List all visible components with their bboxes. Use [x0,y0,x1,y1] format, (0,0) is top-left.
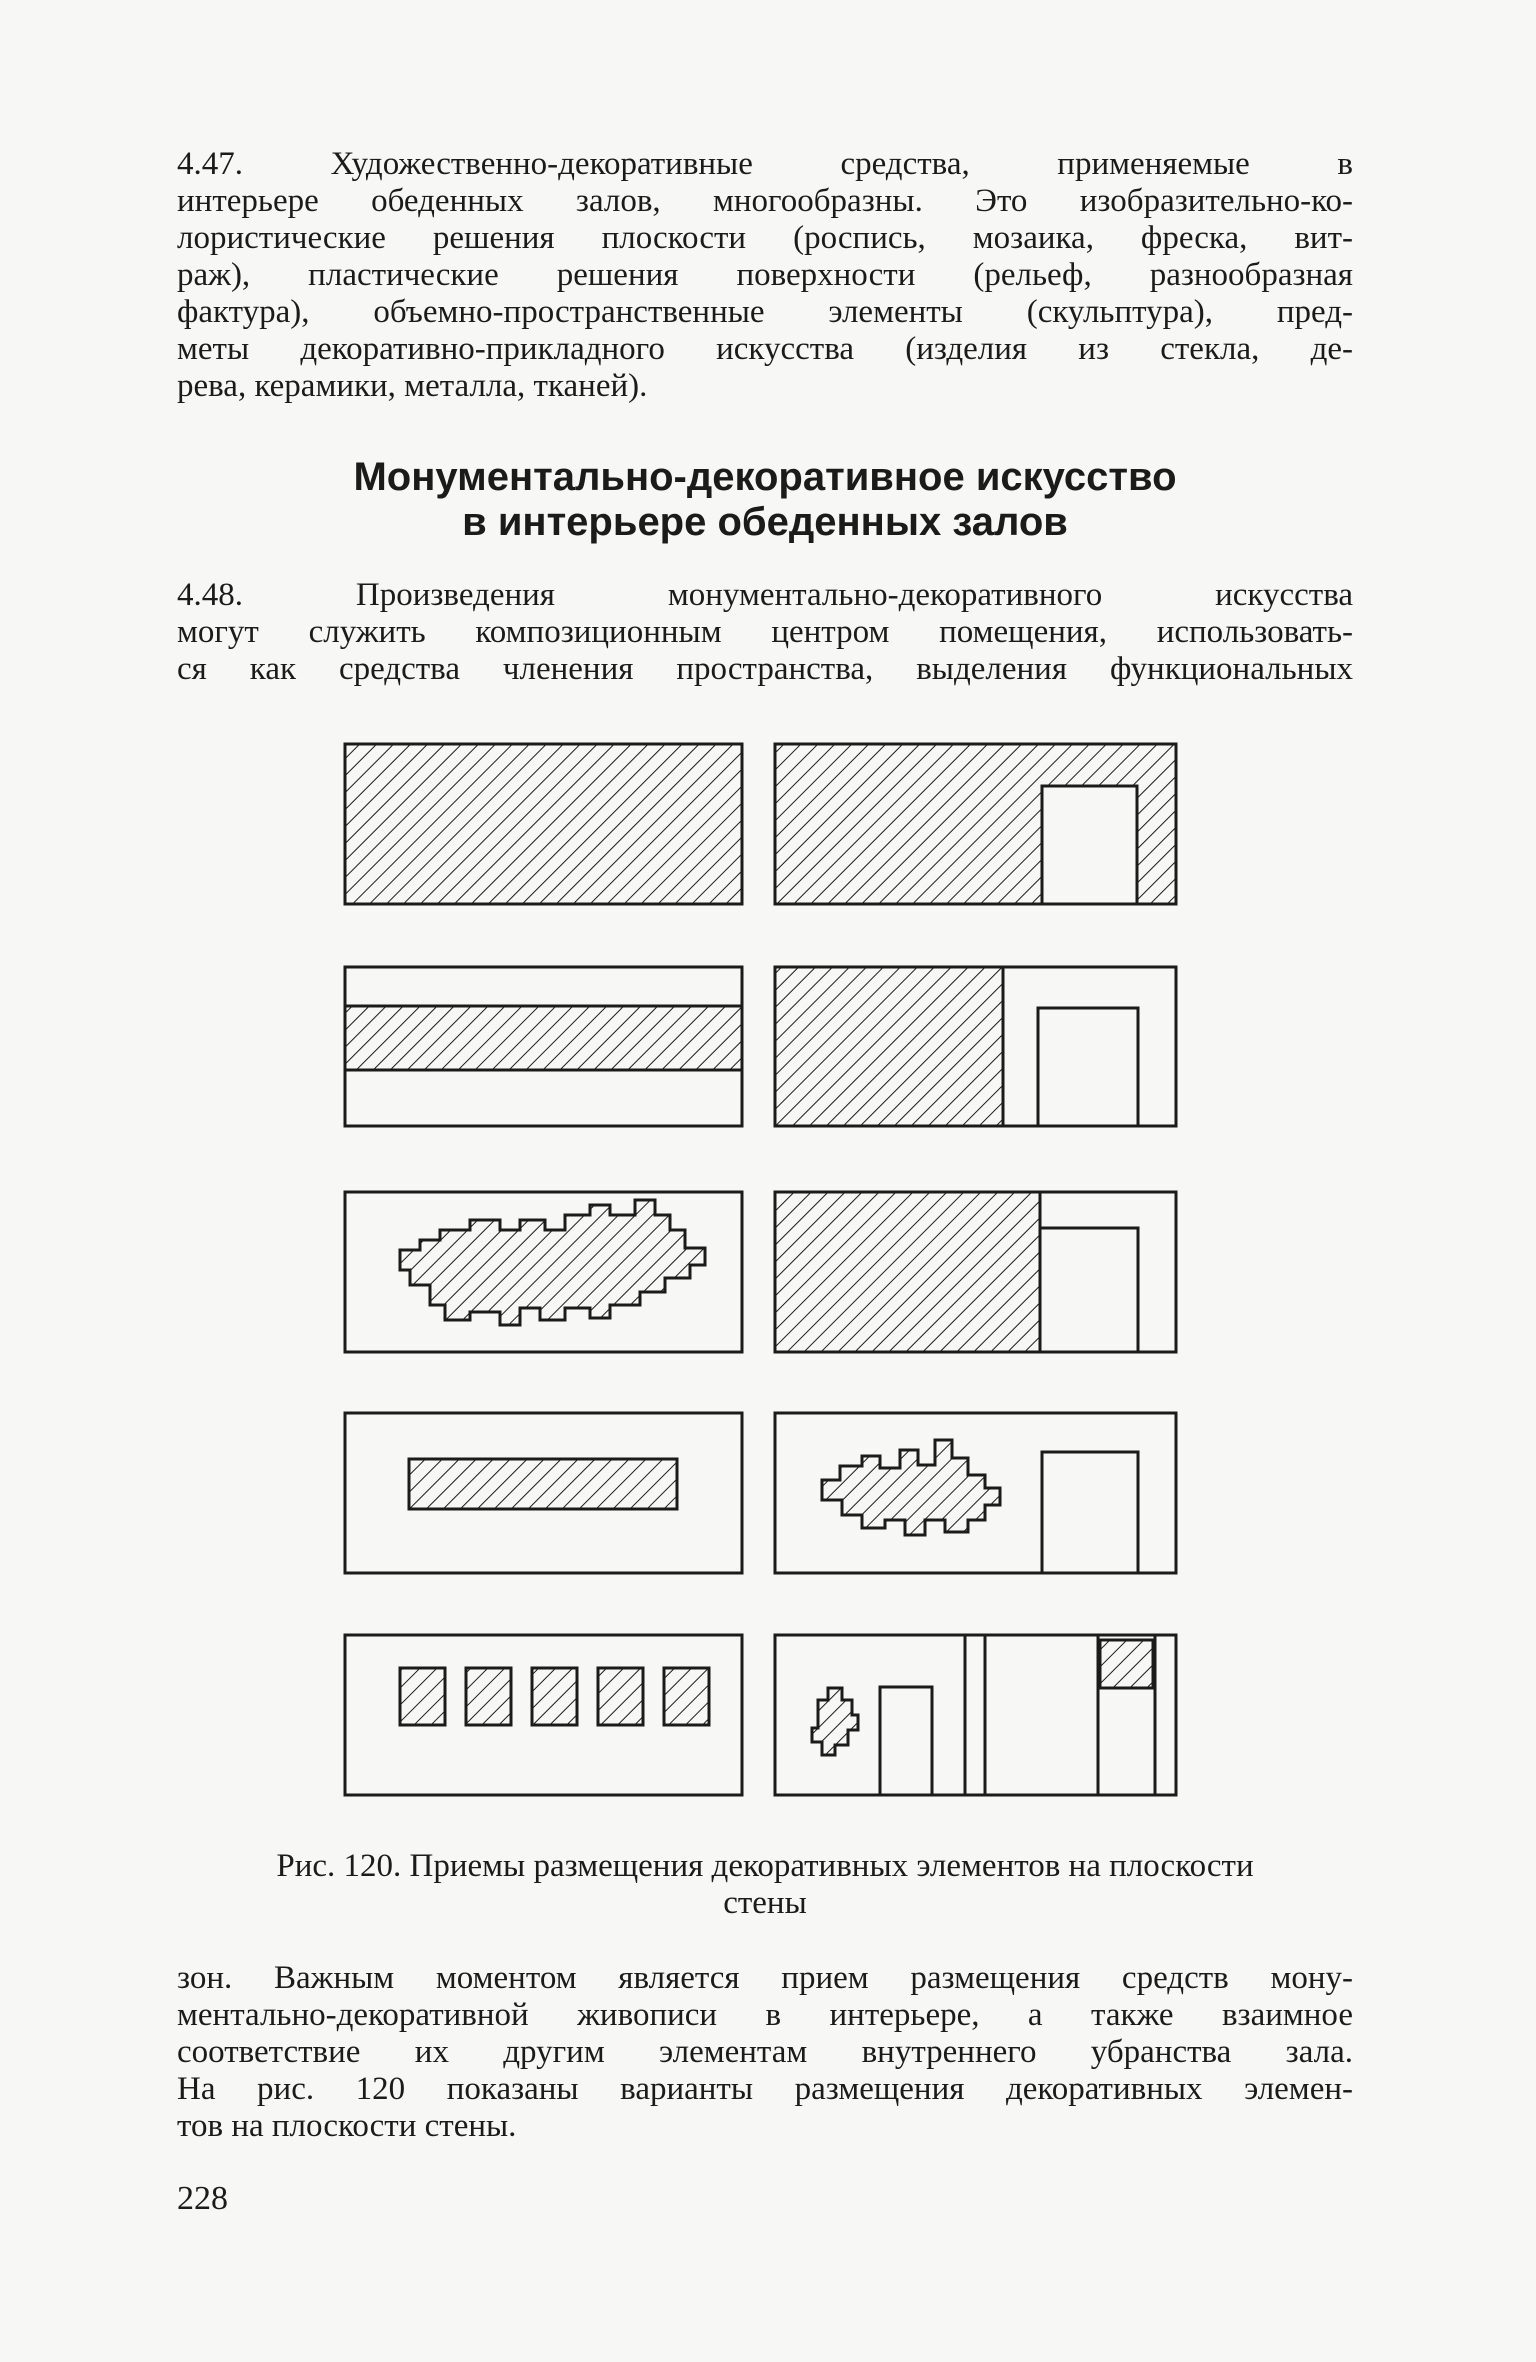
panel-full-hatch [345,744,742,904]
page-number: 228 [177,2180,228,2217]
panel-hatch-with-door [775,744,1176,904]
text-line: тов на плоскости стены. [177,2108,517,2144]
panel-irregular-shape [345,1192,742,1352]
panel-large-hatch-door [775,1192,1176,1352]
panel-horizontal-band [345,967,742,1126]
paragraph-continuation [177,1960,1353,2145]
text-line: 4.48. Произведения монументально-декоративного искусства [177,577,1353,613]
heading-line-1: Монументально-декоративное искусство [353,455,1177,499]
text-line: меты декоративно-прикладного искусства (изделия из стекла, де- [177,331,1353,367]
text-line: фактура), объемно-пространственные элементы (скульптура), пред- [177,294,1353,330]
text-line: могут служить композиционным центром помещения, использовать- [177,614,1353,650]
text-line: зон. Важным моментом является прием размещения средств мону- [177,1960,1353,1996]
text-line: интерьере обеденных залов, многообразны. Это изобразительно-ко- [177,183,1353,219]
text-line: 4.47. Художественно-декоративные средства, применяемые в [177,146,1353,182]
text-line: рева, керамики, металла, тканей). [177,368,648,404]
heading-line-2: в интерьере обеденных залов [462,500,1068,544]
panel-complex-composition [775,1635,1176,1795]
text-line: ся как средства членения пространства, выделения функциональных [177,651,1353,687]
text-line: соответствие их другим элементам внутреннего убранства зала. [177,2034,1353,2070]
panel-partial-hatch-door [775,967,1176,1126]
panel-centered-bar [345,1413,742,1573]
text-line: ментально-декоративной живописи в интерьере, а также взаимное [177,1997,1353,2033]
caption-line-1: Рис. 120. Приемы размещения декоративных элементов на плоскости [276,1848,1254,1884]
text-line: раж), пластические решения поверхности (рельеф, разнообразная [177,257,1353,293]
panel-shape-and-door [775,1413,1176,1573]
text-line: лористические решения плоскости (роспись, мозаика, фреска, вит- [177,220,1353,256]
text-line: На рис. 120 показаны варианты размещения декоративных элемен- [177,2071,1353,2107]
caption-line-2: стены [723,1885,807,1921]
figure-caption [177,1848,1353,1922]
panel-five-squares [345,1635,742,1795]
